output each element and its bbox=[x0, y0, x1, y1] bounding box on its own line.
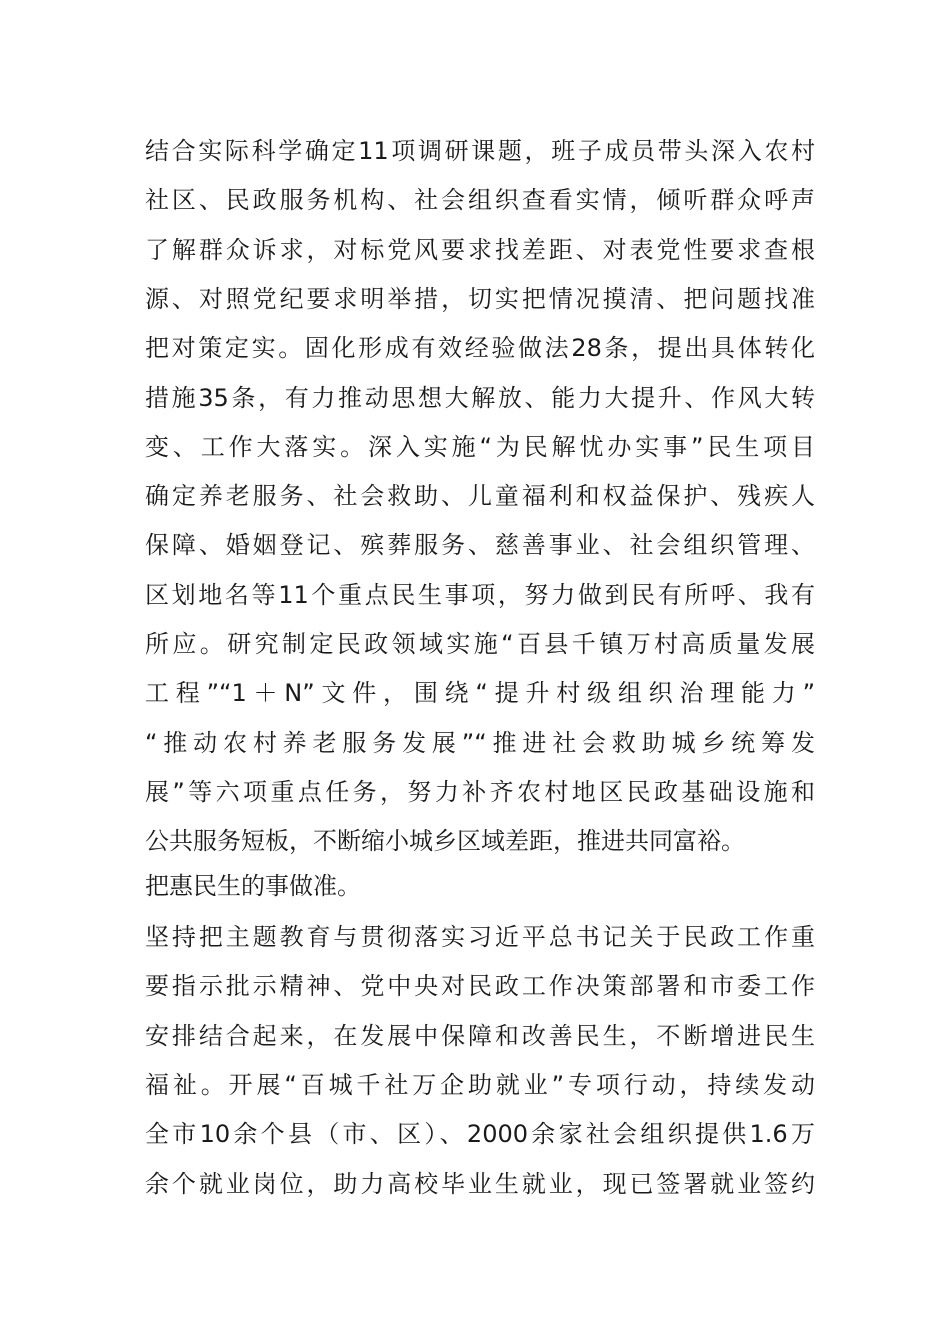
text-line: 所应。研究制定民政领域实施“百县千镇万村高质量发展 bbox=[145, 630, 815, 658]
text-line: 公共服务短板，不断缩小城乡区域差距，推进共同富裕。 bbox=[145, 827, 745, 856]
text-line: 要指示批示精神、党中央对民政工作决策部署和市委工作 bbox=[145, 972, 815, 1001]
text-line: 了解群众诉求，对标党风要求找差距、对表党性要求查根 bbox=[145, 235, 815, 264]
text-line: 工程”“1＋N”文件，围绕“提升村级组织治理能力” bbox=[145, 679, 815, 708]
text-line: 坚持把主题教育与贯彻落实习近平总书记关于民政工作重 bbox=[145, 923, 815, 951]
text-line: 余个就业岗位，助力高校毕业生就业，现已签署就业签约 bbox=[145, 1169, 815, 1198]
text-line: 措施35条，有力推动思想大解放、能力大提升、作风大转 bbox=[145, 383, 815, 412]
text-line: “推动农村养老服务发展”“推进社会救助城乡统筹发 bbox=[145, 728, 815, 757]
text-line: 把对策定实。固化形成有效经验做法28条，提出具体转化 bbox=[145, 334, 815, 363]
text-line: 确定养老服务、社会救助、儿童福利和权益保护、残疾人 bbox=[145, 482, 815, 511]
text-line: 全市10余个县（市、区）、2000余家社会组织提供1.6万 bbox=[145, 1120, 815, 1149]
text-line: 区划地名等11个重点民生事项，努力做到民有所呼、我有 bbox=[145, 580, 815, 609]
text-line: 社区、民政服务机构、社会组织查看实情，倾听群众呼声 bbox=[145, 186, 815, 215]
text-line: 展”等六项重点任务，努力补齐农村地区民政基础设施和 bbox=[145, 777, 815, 806]
text-line: 保障、婚姻登记、殡葬服务、慈善事业、社会组织管理、 bbox=[145, 531, 815, 560]
section-heading: 把惠民生的事做准。 bbox=[145, 872, 361, 900]
text-line: 结合实际科学确定11项调研课题，班子成员带头深入农村 bbox=[145, 137, 815, 165]
text-line: 福祉。开展“百城千社万企助就业”专项行动，持续发动 bbox=[145, 1070, 815, 1099]
text-line: 源、对照党纪要求明举措，切实把情况摸清、把问题找准 bbox=[145, 284, 815, 313]
text-line: 安排结合起来，在发展中保障和改善民生，不断增进民生 bbox=[145, 1021, 815, 1050]
text-line: 变、工作大落实。深入实施“为民解忧办实事”民生项目 bbox=[145, 432, 815, 461]
